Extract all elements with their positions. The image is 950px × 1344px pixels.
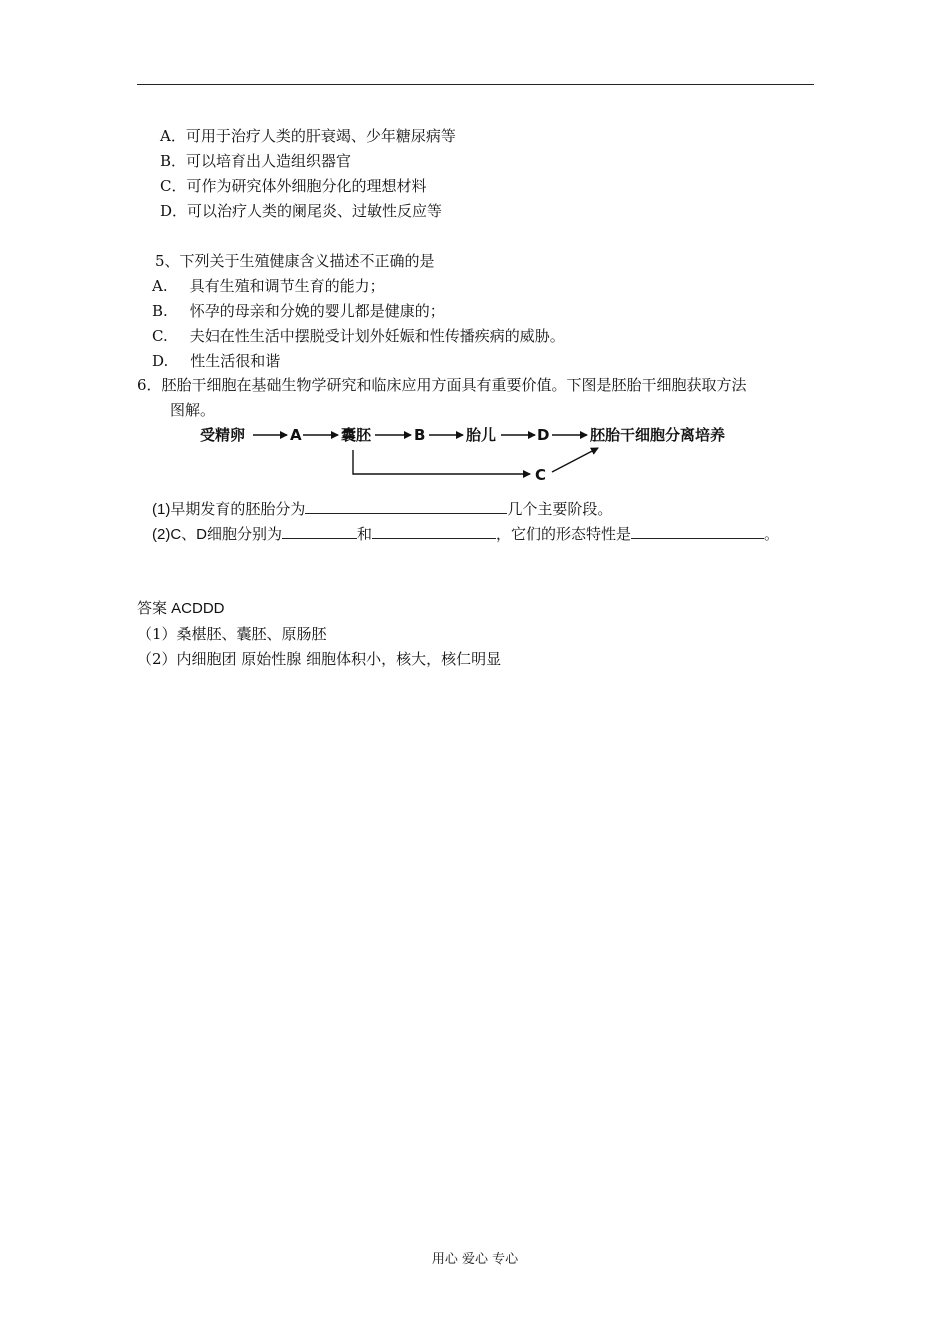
embryonic-stem-cell-flow-diagram [195,420,785,490]
q6-subquestion-2 [152,524,779,545]
q5-option-letter: B. [152,302,168,320]
arrow-blastocyst-to-c [353,450,530,474]
q6-stem-line2: 图解。 [170,401,216,419]
page-footer: 用心 爱心 专心 [431,1252,519,1267]
q5-option-c [152,326,565,346]
q5-stem: 5、下列关于生殖健康含义描述不正确的是 [155,252,435,270]
q5-option-letter: D. [152,352,169,370]
sub2-mid2: ，它们的形态特性是 [496,525,632,543]
node-blastocyst: 囊胚 [341,426,372,444]
node-zygote: 受精卵 [200,426,246,444]
q5-option-a [152,276,385,296]
answer-blank-3[interactable] [372,524,496,539]
answers-title: 答案 ACDDD [137,600,225,617]
sub2-prefix: (2)C、D细胞分别为 [152,526,282,543]
sub1-suffix: 几个主要阶段。 [507,500,613,518]
node-stem-cell-culture: 胚胎干细胞分离培养 [590,426,726,444]
answers-line-2: （2）内细胞团 原始性腺 细胞体积小，核大，核仁明显 [137,650,502,668]
q5-option-text: 夫妇在性生活中摆脱受计划外妊娠和性传播疾病的威胁。 [189,327,565,345]
arrow-c-to-culture [552,448,598,472]
node-fetus: 胎儿 [466,426,497,444]
q5-option-text: 怀孕的母亲和分娩的婴儿都是健康的； [189,302,445,320]
node-b: B [414,426,426,444]
answer-blank-2[interactable] [282,524,357,539]
node-d: D [537,426,550,444]
q5-option-letter: C. [152,327,168,345]
q5-option-b [152,301,445,321]
sub1-prefix: (1)早期发育的胚胎分为 [152,501,306,518]
node-a: A [290,426,302,444]
answers-line-1: （1）桑椹胚、囊胚、原肠胚 [137,625,327,643]
q5-option-text: 具有生殖和调节生育的能力； [189,277,385,295]
q4-option-a: A．可用于治疗人类的肝衰竭、少年糖尿病等 [160,127,456,145]
q6-subquestion-1 [152,499,612,520]
answer-blank-1[interactable] [305,499,507,514]
q4-option-b: B．可以培育出人造组织器官 [160,152,352,170]
header-rule [137,84,814,85]
q5-option-text: 性生活很和谐 [190,352,281,370]
q6-stem-line1: 6．胚胎干细胞在基础生物学研究和临床应用方面具有重要价值。下图是胚胎干细胞获取方法 [137,376,747,394]
answer-blank-4[interactable] [631,524,764,539]
node-c: C [535,466,547,484]
q5-option-letter: A. [152,277,168,295]
sub2-suffix: 。 [764,525,780,543]
sub2-mid1: 和 [357,525,373,543]
q4-option-d: D．可以治疗人类的阑尾炎、过敏性反应等 [160,202,443,220]
q4-option-c: C．可作为研究体外细胞分化的理想材料 [160,177,427,195]
q5-option-d [152,351,280,371]
